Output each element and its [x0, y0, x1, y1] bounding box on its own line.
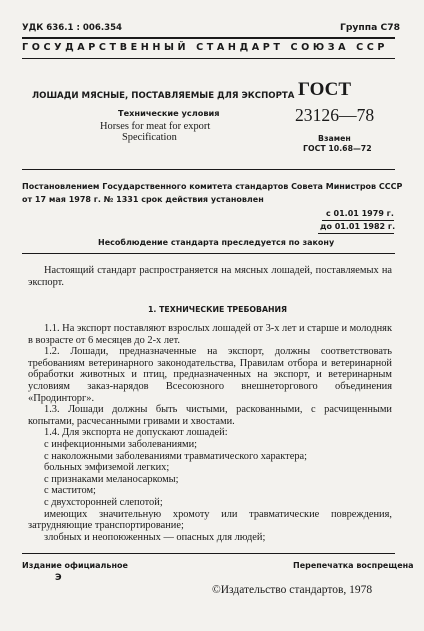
- document-subtitle: Технические условия: [118, 108, 220, 118]
- header-rule-bottom: [22, 58, 395, 59]
- legal-warning: Несоблюдение стандарта преследуется по закону: [98, 238, 335, 247]
- list-item: злобных и неопоюженных — опасных для людей;: [44, 531, 266, 543]
- udk-code: УДК 636.1 : 006.354: [22, 23, 123, 33]
- validity-from: с 01.01 1979 г.: [326, 209, 394, 218]
- list-item: с маститом;: [44, 485, 96, 497]
- gost-number: 23126—78: [295, 105, 375, 125]
- list-item: больных эмфиземой легких;: [44, 462, 170, 474]
- list-item: с наколожными заболеваниями травматического характера;: [44, 450, 308, 462]
- official-edition: Издание официальное: [22, 561, 128, 570]
- header-rule-top: [22, 37, 395, 39]
- paragraph-1-1: 1.1. На экспорт поставляют взрослых лошадей от 3-х лет и старше и молодняк в возрасте от 6 месяцев до 2-х лет.: [28, 323, 392, 346]
- intro-text: Настоящий стандарт распространяется на мясных лошадей, поставляемых на экспорт.: [28, 265, 392, 288]
- replaces-value: ГОСТ 10.68—72: [303, 144, 372, 153]
- copyright: ©Издательство стандартов, 1978: [212, 584, 373, 596]
- group-code: Группа С78: [340, 22, 401, 33]
- decree-rule: [22, 253, 395, 254]
- footer-rule: [22, 553, 395, 554]
- english-title: Horses for meat for export: [100, 121, 211, 132]
- list-item: с инфекционными заболеваниями;: [44, 438, 198, 450]
- edition-letter: Э: [55, 573, 62, 583]
- document-title: ЛОШАДИ МЯСНЫЕ, ПОСТАВЛЯЕМЫЕ ДЛЯ ЭКСПОРТА: [32, 91, 295, 101]
- list-item: имеющих значительную хромоту или травматические повреждения, затрудняющие транспортирование;: [28, 508, 392, 532]
- list-item: с двухсторонней слепотой;: [44, 496, 163, 508]
- intro-paragraph: [28, 265, 392, 288]
- requirements-body: [28, 323, 392, 543]
- reprint-notice: Перепечатка воспрещена: [293, 561, 414, 570]
- list-item: с признаками меланосаркомы;: [44, 473, 179, 485]
- paragraph-1-3: 1.3. Лошади должны быть чистыми, раскованными, с расчищенными копытами, расчесанными гривами и хвостами.: [28, 404, 392, 427]
- english-subtitle: Specification: [122, 132, 177, 143]
- decree-line-1: Постановлением Государственного комитета стандартов Совета Министров СССР: [22, 182, 403, 191]
- paragraph-1-2: 1.2. Лошади, предназначенные на экспорт, должны соответствовать требованиям ветеринарного законодательства, Правилам отбора и ветеринарной обработки животных и птиц, предназначенных на экспорт, и ветеринарным условиям заказ-нарядов Всесоюзного внешнеторгового объединения «Продинторг».: [28, 346, 392, 404]
- decree-line-2: от 17 мая 1978 г. № 1331 срок действия установлен: [22, 195, 264, 204]
- replaces-label: Взамен: [318, 134, 351, 143]
- paragraph-1-4: 1.4. Для экспорта не допускают лошадей:: [44, 427, 228, 439]
- standard-banner: ГОСУДАРСТВЕННЫЙ СТАНДАРТ СОЮЗА ССР: [22, 42, 389, 53]
- validity-to: до 01.01 1982 г.: [320, 222, 396, 231]
- title-rule: [22, 169, 395, 170]
- validity-underline-2: [318, 233, 394, 234]
- gost-label: ГОСТ: [298, 79, 352, 100]
- section-heading: 1. ТЕХНИЧЕСКИЕ ТРЕБОВАНИЯ: [148, 305, 288, 314]
- validity-underline-1: [322, 220, 394, 221]
